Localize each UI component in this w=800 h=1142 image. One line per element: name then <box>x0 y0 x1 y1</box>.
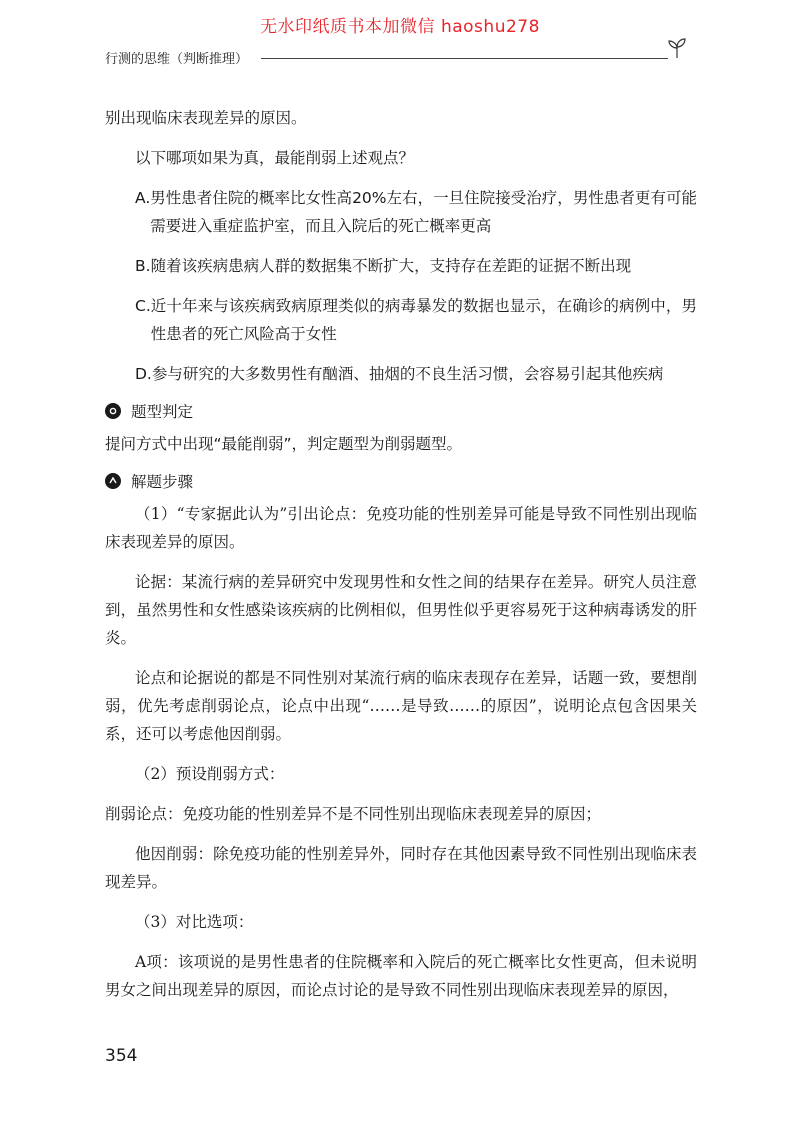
type-section-body: 提问方式中出现“最能削弱”，判定题型为削弱题型。 <box>105 435 463 453</box>
steps-paragraph: A项：该项说的是男性患者的住院概率和入院后的死亡概率比女性更高，但未说明男女之间出现差异的原因，而论点讨论的是导致不同性别出现临床表现差异的原因， <box>105 953 697 999</box>
option-text: 参与研究的大多数男性有酗酒、抽烟的不良生活习惯，会容易引起其他疾病 <box>151 365 664 383</box>
gear-icon <box>105 403 121 419</box>
question-lead: 别出现临床表现差异的原因。 <box>105 109 307 127</box>
option-c <box>135 292 697 348</box>
running-header <box>105 48 690 68</box>
steps-paragraph: （1）“专家据此认为”引出论点：免疫功能的性别差异可能是导致不同性别出现临床表现差异的原因。 <box>105 505 697 551</box>
steps-paragraph: 削弱论点：免疫功能的性别差异不是不同性别出现临床表现差异的原因； <box>105 805 602 823</box>
option-text: 随着该疾病患病人群的数据集不断扩大，支持存在差距的证据不断出现 <box>150 257 632 275</box>
steps-icon <box>105 473 121 489</box>
section-title: 题型判定 <box>131 403 194 421</box>
steps-section-heading <box>105 470 697 492</box>
option-d <box>135 360 697 388</box>
steps-paragraph: 论点和论据说的都是不同性别对某流行病的临床表现存在差异，话题一致，要想削弱，优先考虑削弱论点，论点中出现“……是导致……的原因”，说明论点包含因果关系，还可以考虑他因削弱。 <box>105 669 697 743</box>
option-text: 男性患者住院的概率比女性高20%左右，一旦住院接受治疗，男性患者更有可能需要进入重症监护室，而且入院后的死亡概率更高 <box>150 189 697 235</box>
question-prompt: 以下哪项如果为真，最能削弱上述观点？ <box>135 149 415 167</box>
option-b <box>135 252 697 280</box>
header-title: 行测的思维（判断推理） <box>105 52 249 67</box>
watermark-text: 无水印纸质书本加微信 haoshu278 <box>260 17 540 37</box>
option-a <box>135 184 697 240</box>
option-letter: D. <box>135 365 152 383</box>
type-section-heading <box>105 400 697 422</box>
steps-paragraph: （3）对比选项： <box>135 913 254 931</box>
header-rule <box>261 58 668 59</box>
page-number: 354 <box>105 1046 138 1066</box>
sprout-icon <box>664 36 690 60</box>
steps-paragraph: （2）预设削弱方式： <box>135 765 285 783</box>
option-letter: C. <box>135 297 151 315</box>
steps-paragraph: 他因削弱：除免疫功能的性别差异外，同时存在其他因素导致不同性别出现临床表现差异。 <box>105 845 697 891</box>
page-body <box>105 104 697 1016</box>
option-letter: B. <box>135 257 151 275</box>
steps-paragraph: 论据：某流行病的差异研究中发现男性和女性之间的结果存在差异。研究人员注意到，虽然男性和女性感染该疾病的比例相似，但男性似乎更容易死于这种病毒诱发的肝炎。 <box>105 573 697 647</box>
option-text: 近十年来与该疾病致病原理类似的病毒暴发的数据也显示，在确诊的病例中，男性患者的死亡风险高于女性 <box>150 297 697 343</box>
section-title: 解题步骤 <box>131 473 194 491</box>
option-letter: A. <box>135 189 151 207</box>
